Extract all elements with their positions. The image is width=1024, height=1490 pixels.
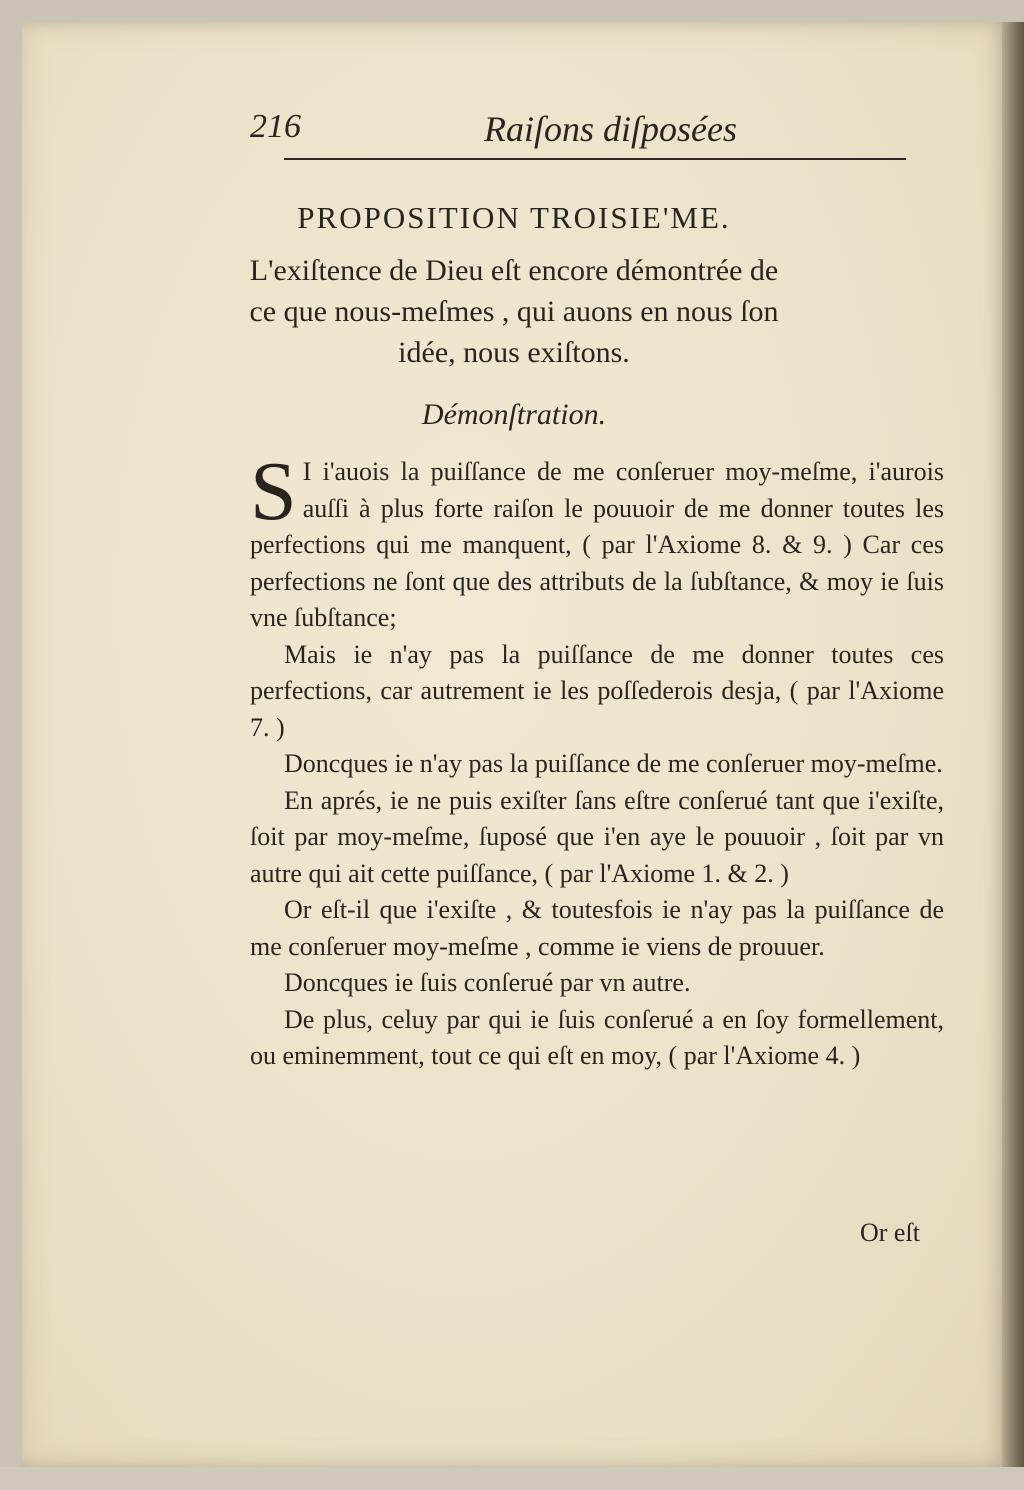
demonstration-body [250,445,944,1075]
header-rule [284,158,906,160]
paragraph: De plus, celuy par qui ie ſuis conſerué a en ſoy formellement, ou eminemment, tout ce qui eſt en moy, ( par l'Axiome 4. ) [250,1004,944,1070]
paragraph: Doncques ie ſuis conſerué par vn autre. [284,968,691,997]
proposition-title: PROPOSITION TROISIE'ME. [297,200,731,235]
background-edge [0,1467,1024,1490]
running-head [22,108,1006,158]
catchword: Or eſt [860,1218,920,1247]
first-paragraph-text: I i'auois la puiſſance de me conſeruer moy-meſme, i'aurois auſſi à plus forte raiſon le pouuoir de me donner toutes les perfections qui me manquent, ( par l'Axiome 8. & 9. ) Car ces perfections ne ſont que des attributs de la ſubſtance, & moy ie ſuis vne ſubſtance; [250,457,944,632]
book-page [22,22,1006,1467]
demonstration-title: Démonſtration. [421,398,607,431]
proposition-statement: L'exiſtence de Dieu eſt encore démontrée de ce que nous-meſmes , qui auons en nous ſon idée, nous exiſtons. [249,254,779,369]
paragraph: Doncques ie n'ay pas la puiſſance de me conſeruer moy-meſme. [284,749,943,778]
paragraph: En aprés, ie ne puis exiſter ſans eſtre conſerué tant que i'exiſte, ſoit par moy-meſme, ſuposé que i'en aye le pouuoir , ſoit par vn autre qui ait cette puiſſance, ( par l'Axiome 1. & 2. ) [250,785,944,888]
book-gutter [1002,22,1024,1467]
first-paragraph [250,445,944,637]
paragraph: Mais ie n'ay pas la puiſſance de me donner toutes ces perfections, car autrement ie les poſſederois desja, ( par l'Axiome 7. ) [250,639,944,742]
drop-capital: S [250,445,297,538]
paragraph: Or eſt-il que i'exiſte , & toutesfois ie n'ay pas la puiſſance de me conſeruer moy-meſme , comme ie viens de prouuer. [250,895,944,961]
page-number: 216 [250,108,301,145]
running-head-title: Raiſons diſposées [484,109,737,149]
